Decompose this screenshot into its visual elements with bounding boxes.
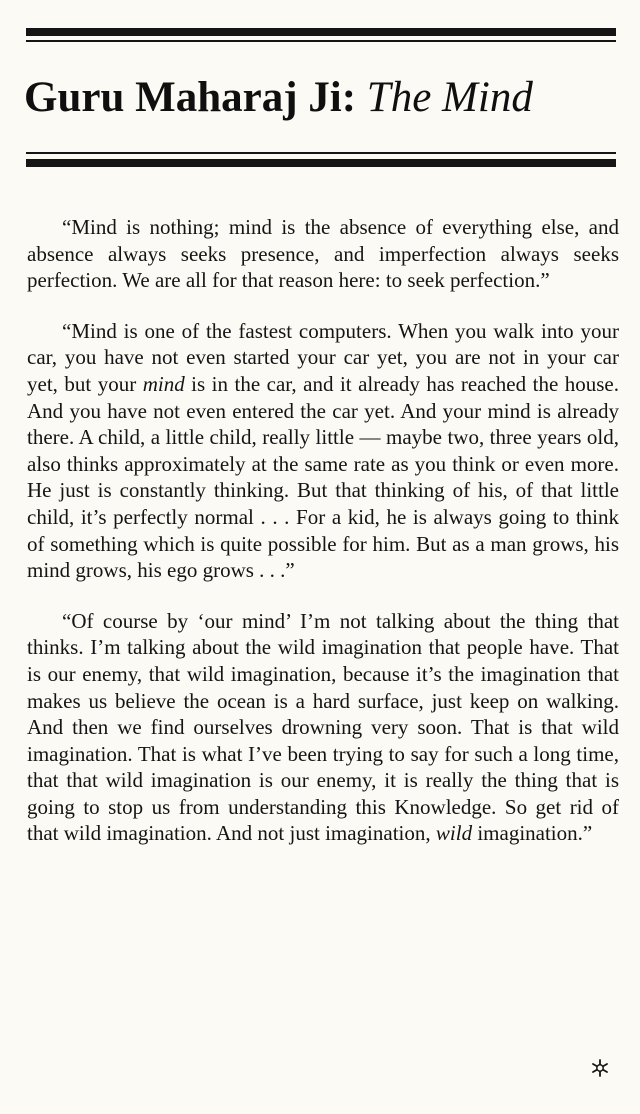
quote-paragraph-1: “Mind is nothing; mind is the absence of everything else, and absence always seeks presence, and imperfection always seeks perfection. We are all for that reason here: to seek perfection.” — [27, 215, 619, 293]
quote-2-part-2: is in the car, and it already has reached the house. And you have not even entered the car yet. And your mind is already there. A child, a little child, really little — maybe two, three years old, also thinks approximately at the same rate as you think or even more. He just is constantly thinking. But that thinking of his, of that little child, it’s perfectly normal . . . For a kid, he is always going to think of something which is quite possible for him. But as a man grows, his mind grows, his ego grows . . .” — [27, 371, 619, 583]
end-mark-star-icon — [590, 1058, 610, 1078]
quote-paragraph-2 — [27, 318, 619, 584]
quote-3-part-2: imagination.” — [472, 821, 593, 846]
article-body — [27, 214, 619, 871]
quote-3-emphasis-wild: wild — [435, 821, 473, 846]
article-title — [24, 66, 620, 130]
top-rule-thick — [26, 28, 616, 36]
top-rule-thin — [26, 40, 616, 42]
quote-2-part-1: “Mind is one of the fastest computers. When you walk into your car, you have not even started your car yet, you are not in your car yet, but your — [27, 318, 619, 396]
title-name: Guru Maharaj Ji: — [24, 74, 357, 121]
quote-3-part-1: “Of course by ‘our mind’ I’m not talking about the thing that thinks. I’m talking about the wild imagination that people have. That is our enemy, that wild imagination, because it’s the imagination that makes us believe the ocean is a hard surface, just keep on walking. And then we find ourselves drowning very soon. That is that wild imagination. That is what I’ve been trying to say for such a long time, that that wild imagination is our enemy, it is really the thing that is going to stop us from understanding this Knowledge. So get rid of that wild imagination. And not just imagination, — [27, 608, 619, 846]
quote-2-emphasis-mind: mind — [142, 371, 185, 396]
bottom-rule-thick — [26, 159, 616, 167]
quote-paragraph-3 — [27, 608, 619, 847]
bottom-rule-thin — [26, 152, 616, 154]
title-subject: The Mind — [366, 74, 533, 121]
